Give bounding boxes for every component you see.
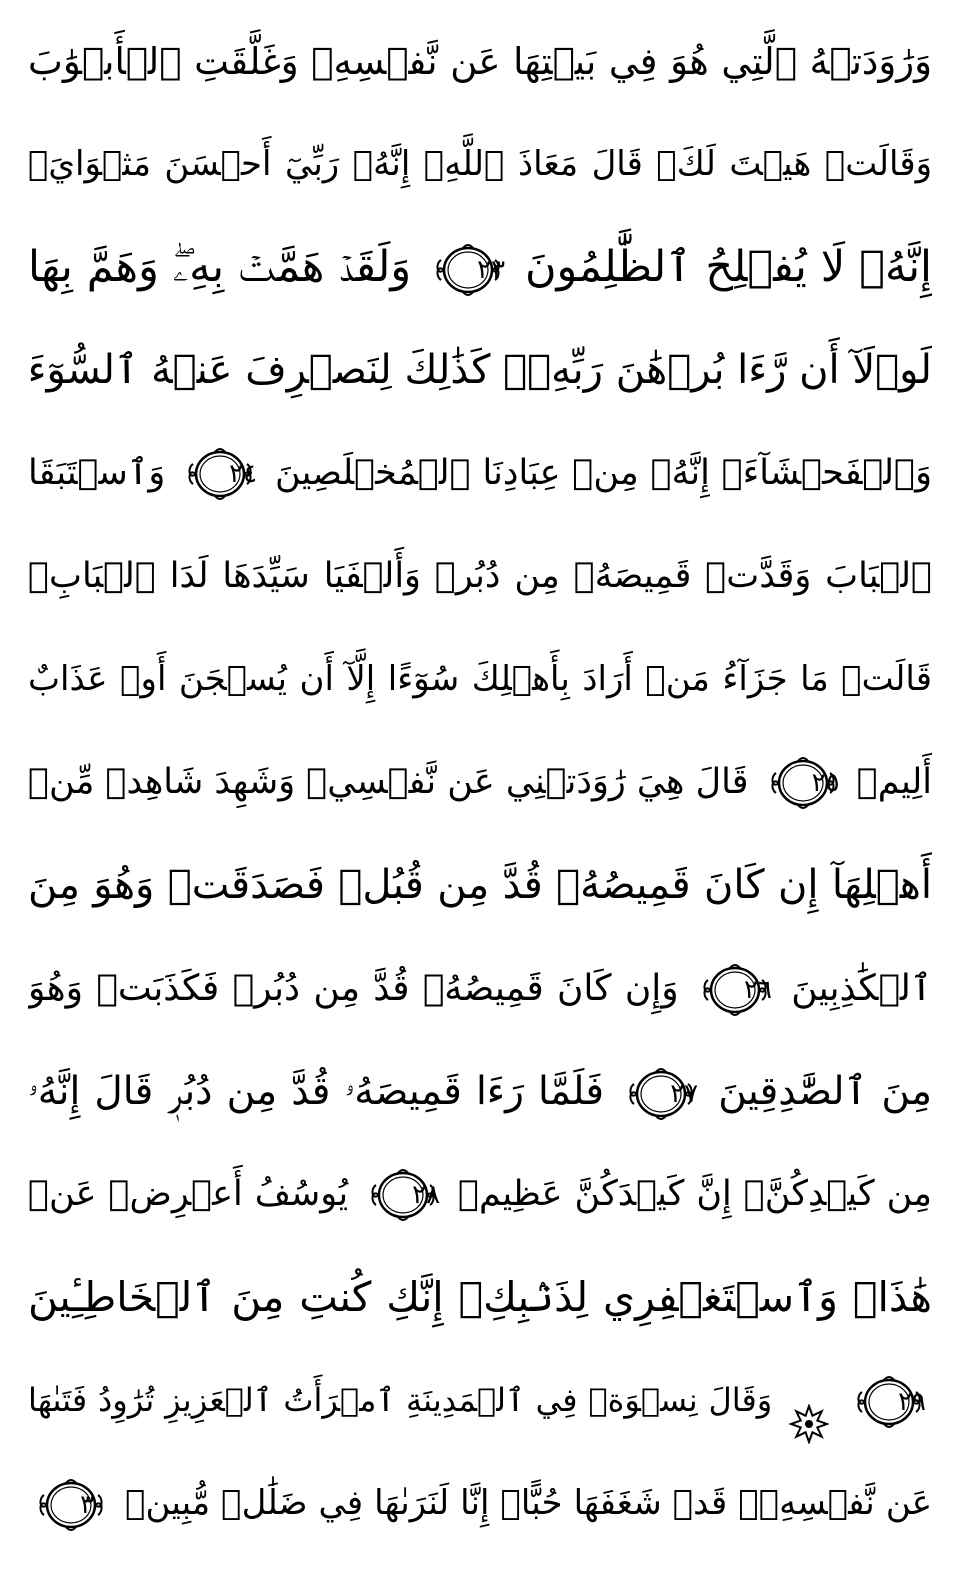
ayah-number: ٢٩ [898,1387,927,1417]
ayah-end-marker [34,1475,108,1535]
verse-text: فَلَمَّا رَءَا قَمِيصَهُۥ قُدَّ مِن دُبُرٖ قَالَ إِنَّهُۥ [28,1069,605,1114]
verse-text: مِنَ ٱلصَّٰدِقِينَ [718,1069,932,1114]
ayah-number: ٢٥ [811,768,840,798]
ayah-number: ٢٧ [670,1078,699,1109]
verse-text: وَقَالَ نِسۡوَةٞ فِي ٱلۡمَدِينَةِ ٱمۡرَأَتُ ٱلۡعَزِيزِ تُرَٰوِدُ فَتَىٰهَا [28,1381,773,1419]
ayah-end-marker [852,1372,926,1432]
ayah-end-marker [431,240,505,300]
verse-text: أَلِيمٞ [856,762,932,802]
verse-text: أَهۡلِهَآ إِن كَانَ قَمِيصُهُۥ قُدَّ مِن قُبُلٖ فَصَدَقَتۡ وَهُوَ مِنَ [28,862,932,908]
text-line [28,937,932,1040]
verse-text: وَٱسۡتَبَقَا [28,453,166,493]
ayah-number: ٢٦ [744,975,772,1005]
text-line [28,628,932,731]
ayah-end-marker [183,444,257,504]
text-line [28,10,932,113]
verse-text: إِنَّهُۥ لَا يُفۡلِحُ ٱلظَّٰلِمُونَ [524,242,932,292]
ayah-number: ٣٠ [80,1489,108,1520]
text-line [28,525,932,628]
text-line [28,1349,932,1452]
verse-text: ٱلۡبَابَ وَقَدَّتۡ قَمِيصَهُۥ مِن دُبُرٖ وَأَلۡفَيَا سَيِّدَهَا لَدَا ٱلۡبَابِۚ [28,556,932,596]
text-line [28,113,932,216]
verse-text: وَقَالَتۡ هَيۡتَ لَكَۚ قَالَ مَعَاذَ ٱللَّهِۖ إِنَّهُۥ رَبِّيٓ أَحۡسَنَ مَثۡوَايَۖ [28,144,932,184]
verse-text: وَٱلۡفَحۡشَآءَۚ إِنَّهُۥ مِنۡ عِبَادِنَا ٱلۡمُخۡلَصِينَ [274,453,932,493]
ayah-end-marker [698,960,772,1020]
verse-text: لَوۡلَآ أَن رَّءَا بُرۡهَٰنَ رَبِّهِۦۚ كَذَٰلِكَ لِنَصۡرِفَ عَنۡهُ ٱلسُّوٓءَ [28,347,932,393]
ayah-number: ٢٣ [477,254,506,285]
text-line [28,216,932,319]
ayah-number: ٢٤ [229,459,258,489]
hizb-star-icon [789,1382,829,1422]
ayah-end-marker [766,753,840,813]
verse-text: مِن كَيۡدِكُنَّۖ إِنَّ كَيۡدَكُنَّ عَظِيمٞ [458,1174,932,1214]
verse-text: وَلَقَدۡ هَمَّتۡ بِهِۦۖ وَهَمَّ بِهَا [28,242,412,292]
text-line [28,1143,932,1246]
ayah-number: ٢٨ [412,1180,441,1210]
text-line [28,1246,932,1349]
verse-text: ٱلۡكَٰذِبِينَ [791,968,932,1009]
text-line [28,1452,932,1555]
text-line [28,834,932,937]
text-line [28,1040,932,1143]
verse-text: هَٰذَاۚ وَٱسۡتَغۡفِرِي لِذَنۢبِكِۖ إِنَّكِ كُنتِ مِنَ ٱلۡخَاطِـِٔينَ [28,1273,932,1321]
ayah-end-marker [624,1064,698,1124]
verse-text: وَرَٰوَدَتۡهُ ٱلَّتِي هُوَ فِي بَيۡتِهَا عَن نَّفۡسِهِۦ وَغَلَّقَتِ ٱلۡأَبۡوَٰبَ [28,40,932,83]
verse-text: قَالَتۡ مَا جَزَآءُ مَنۡ أَرَادَ بِأَهۡلِكَ سُوٓءًا إِلَّآ أَن يُسۡجَنَ أَوۡ عَذَابٌ [28,659,932,699]
verse-text: عَن نَّفۡسِهِۦۖ قَدۡ شَغَفَهَا حُبًّاۖ إِنَّا لَنَرَىٰهَا فِي ضَلَٰلٖ مُّبِينٖ [125,1483,932,1523]
text-line [28,422,932,525]
verse-text: قَالَ هِيَ رَٰوَدَتۡنِي عَن نَّفۡسِيۚ وَشَهِدَ شَاهِدٞ مِّنۡ [28,762,749,802]
text-line [28,731,932,834]
verse-text: يُوسُفُ أَعۡرِضۡ عَنۡ [28,1174,349,1214]
verse-text: وَإِن كَانَ قَمِيصُهُۥ قُدَّ مِن دُبُرٖ فَكَذَبَتۡ وَهُوَ [28,968,679,1009]
ayah-end-marker [366,1165,440,1225]
text-line [28,319,932,422]
